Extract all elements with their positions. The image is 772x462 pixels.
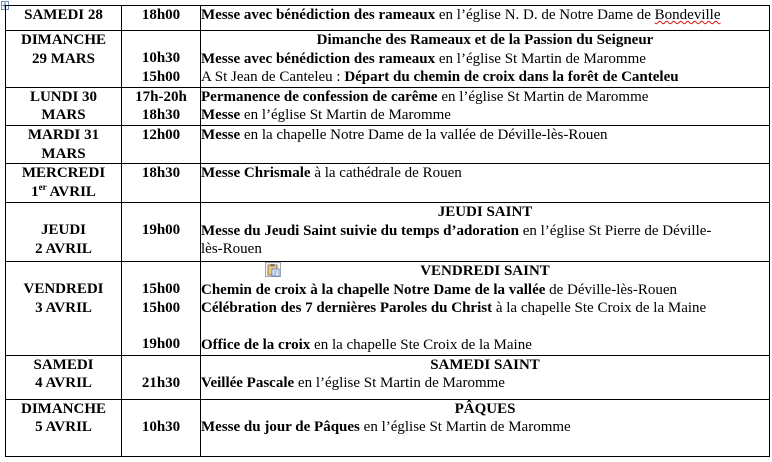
event-cell <box>201 203 770 262</box>
date-label: 29 MARS <box>32 50 95 67</box>
liturgical-day-header: VENDREDI SAINT <box>420 263 550 280</box>
event-title: Messe avec bénédiction des rameaux <box>201 50 436 67</box>
day-label: SAMEDI 28 <box>24 7 103 23</box>
event-location: à la cathédrale de Rouen <box>310 165 462 182</box>
event-location: en la chapelle Notre Dame de la vallée de Déville-lès-Rouen <box>240 126 608 143</box>
time-cell <box>122 355 201 399</box>
day-label: MERCREDI <box>21 165 106 182</box>
liturgical-day-header: PÂQUES <box>454 400 516 417</box>
day-cell <box>6 203 122 262</box>
date-label: 5 AVRIL <box>35 419 92 436</box>
table-row <box>6 125 770 163</box>
event-location: à la chapelle Ste Croix de la Maine <box>492 300 707 317</box>
schedule-table <box>5 5 770 457</box>
date-label: 3 AVRIL <box>35 299 92 316</box>
table-row <box>6 164 770 203</box>
event-title: Messe <box>201 126 241 143</box>
time-cell <box>122 31 201 88</box>
time-cell <box>122 87 201 125</box>
time-label: 15h00 <box>141 299 181 316</box>
day-label: DIMANCHE <box>21 400 106 417</box>
day-cell <box>6 262 122 355</box>
event-location: lès-Rouen <box>201 241 262 258</box>
event-title: Veillée Pascale <box>201 375 295 392</box>
table-row <box>6 355 770 399</box>
time-label: 15h00 <box>141 281 181 298</box>
day-label: JEUDI <box>40 222 86 239</box>
time-label: 18h30 <box>141 165 181 182</box>
day-cell <box>6 6 122 31</box>
event-location: en l’église N. D. de Notre Dame de <box>435 7 655 23</box>
event-title: Messe avec bénédiction des rameaux <box>201 7 436 23</box>
event-title: Office de la croix <box>201 336 311 353</box>
time-cell <box>122 262 201 355</box>
event-title: Permanence de confession de carême <box>201 88 438 105</box>
date-label: MARS <box>41 145 86 162</box>
day-label: VENDREDI <box>23 281 104 298</box>
date-label: MARS <box>41 107 86 124</box>
day-cell <box>6 31 122 88</box>
event-cell <box>201 399 770 456</box>
paste-options-icon[interactable] <box>265 262 281 277</box>
day-cell <box>6 355 122 399</box>
time-label: 21h30 <box>141 374 181 391</box>
date-label: 4 AVRIL <box>35 375 92 392</box>
date-label: 2 AVRIL <box>35 240 92 257</box>
event-location: en l’église St Martin de Maromme <box>359 419 571 436</box>
day-label: MARDI 31 <box>27 126 100 143</box>
event-location: en l’église St Pierre de Déville- <box>518 222 712 239</box>
event-cell <box>201 6 770 31</box>
time-label: 19h00 <box>141 222 181 239</box>
event-location: en l’église St Martin de Maromme <box>294 375 505 392</box>
day-cell <box>6 399 122 456</box>
event-location: de Déville-lès-Rouen <box>545 281 678 298</box>
event-cell <box>201 125 770 163</box>
table-row <box>6 6 770 31</box>
event-location: en l’église St Martin de Maromme <box>240 107 451 124</box>
day-cell <box>6 87 122 125</box>
event-title: Chemin de croix à la chapelle Notre Dame de la vallée <box>201 281 546 298</box>
day-cell <box>6 125 122 163</box>
event-title: Messe <box>201 107 241 124</box>
liturgical-day-header: JEUDI SAINT <box>437 204 533 221</box>
time-label: 19h00 <box>141 336 181 353</box>
event-cell <box>201 262 770 355</box>
table-row <box>6 399 770 456</box>
time-cell <box>122 125 201 163</box>
event-title: Messe du jour de Pâques <box>201 419 360 436</box>
time-label: 10h30 <box>141 50 181 66</box>
table-row <box>6 31 770 88</box>
event-title: Célébration des 7 dernières Paroles du Christ <box>201 300 493 317</box>
event-cell <box>201 31 770 88</box>
liturgical-day-header: SAMEDI SAINT <box>430 356 540 373</box>
table-row <box>6 203 770 262</box>
table-row <box>6 87 770 125</box>
event-location: en la chapelle Ste Croix de la Maine <box>310 336 532 353</box>
event-cell <box>201 355 770 399</box>
time-label: 15h00 <box>141 68 181 85</box>
event-title: Départ du chemin de croix dans la forêt de Canteleu <box>344 69 679 86</box>
liturgical-day-header: Dimanche des Rameaux et de la Passion du Seigneur <box>316 32 654 48</box>
time-cell <box>122 6 201 31</box>
time-label: 10h30 <box>141 418 181 435</box>
date-label: 1er AVRIL <box>31 181 96 200</box>
event-location: A St Jean de Canteleu : <box>201 69 345 86</box>
time-label: 12h00 <box>141 126 181 143</box>
time-label: 17h-20h <box>135 88 187 105</box>
day-label: LUNDI 30 <box>29 88 98 105</box>
event-title: Messe du Jeudi Saint suivie du temps d’adoration <box>201 222 519 239</box>
table-row <box>6 262 770 355</box>
event-title: Messe Chrismale <box>201 165 311 182</box>
time-label: 18h00 <box>141 7 181 23</box>
time-cell <box>122 164 201 203</box>
event-location: en l’église St Martin de Maromme <box>435 50 646 67</box>
day-cell <box>6 164 122 203</box>
event-cell <box>201 87 770 125</box>
spellcheck-word[interactable]: Bondeville <box>654 7 721 23</box>
time-cell <box>122 399 201 456</box>
day-label: DIMANCHE <box>21 32 106 48</box>
event-cell <box>201 164 770 203</box>
event-location: en l’église St Martin de Maromme <box>437 88 649 105</box>
time-cell <box>122 203 201 262</box>
time-label: 18h30 <box>141 107 181 124</box>
day-label: SAMEDI <box>33 356 94 373</box>
